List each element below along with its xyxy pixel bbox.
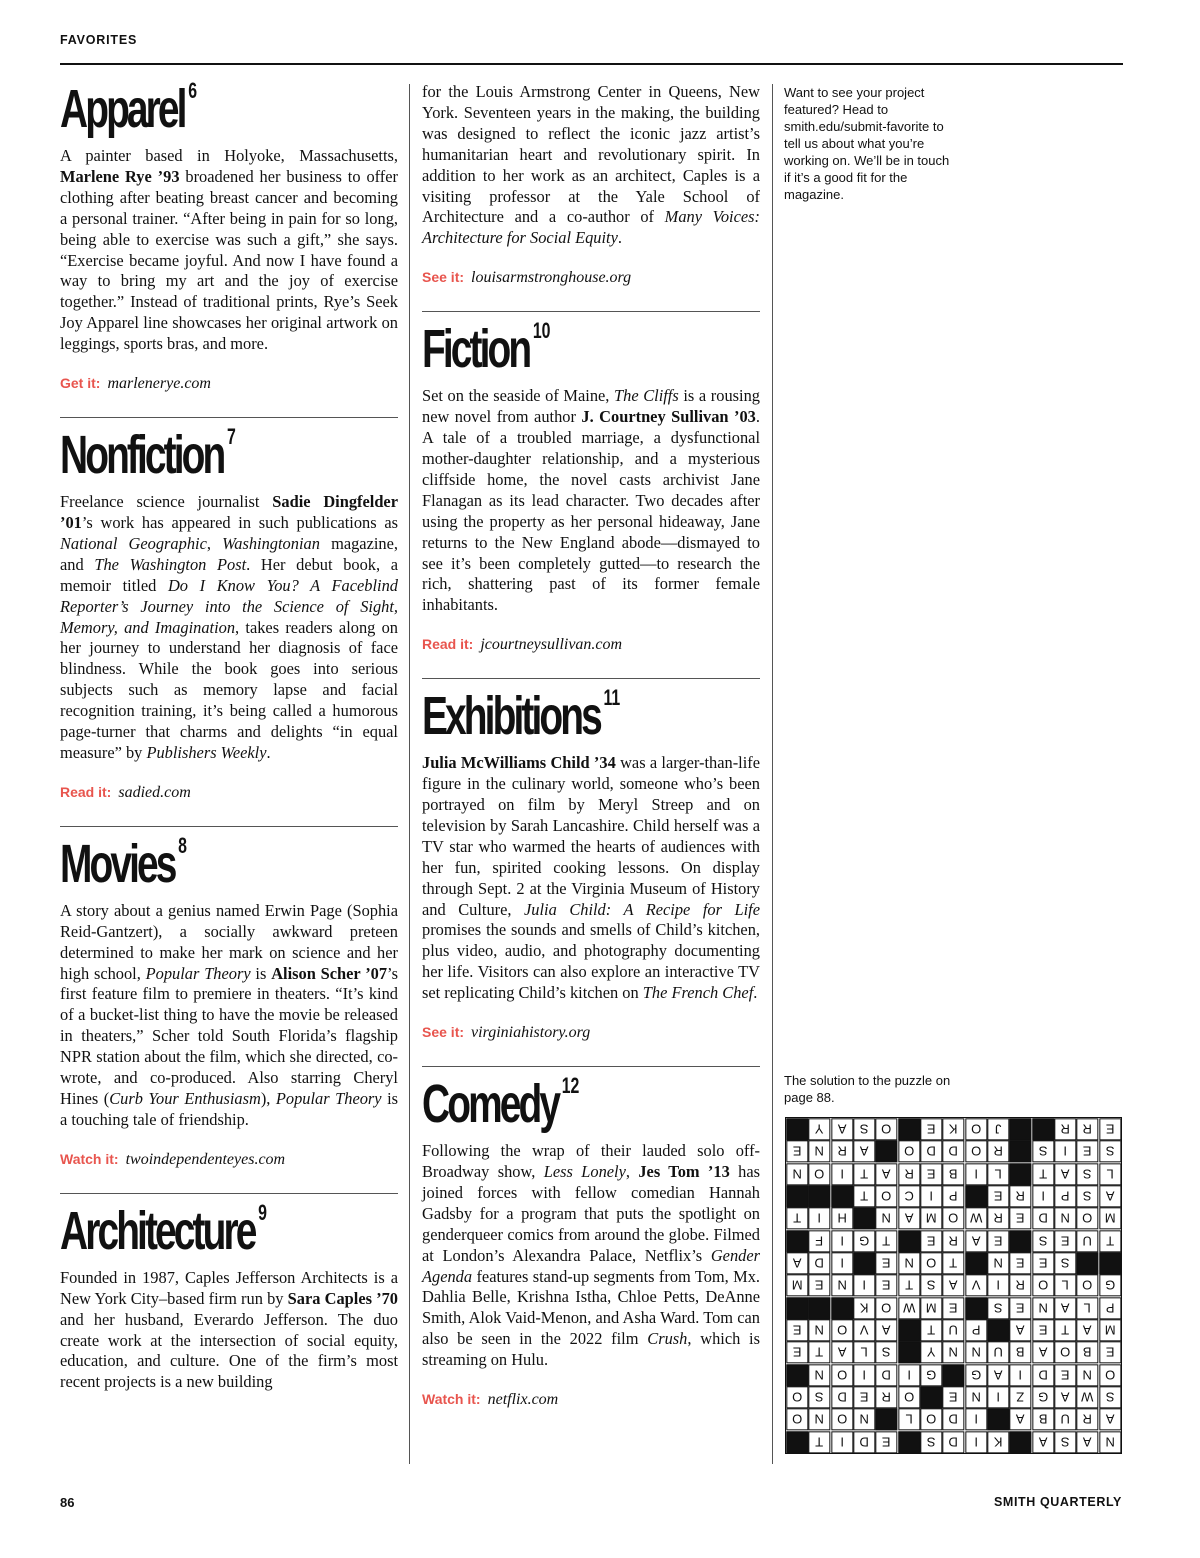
heading-fiction: Fiction $^{10}$ [422,318,551,380]
crossword-cell: N [808,1408,830,1430]
crossword-cell: B [1009,1341,1031,1363]
crossword-cell: O [1076,1274,1098,1296]
crossword-black-cell [808,1185,830,1207]
crossword-cell: R [987,1140,1009,1162]
crossword-cell: I [831,1431,853,1453]
crossword-cell: Y [808,1118,830,1140]
crossword-cell: I [853,1274,875,1296]
crossword-cell: K [853,1297,875,1319]
crossword-cell: A [1032,1341,1054,1363]
crossword-cell: O [1032,1274,1054,1296]
crossword-black-cell [987,1319,1009,1341]
crossword-cell: L [1076,1297,1098,1319]
crossword-cell: O [875,1185,897,1207]
section-rule [60,1193,398,1194]
crossword-cell: B [942,1163,964,1185]
crossword-cell: O [898,1386,920,1408]
crossword-cell: S [1032,1140,1054,1162]
crossword-cell: E [1099,1341,1121,1363]
crossword-black-cell [1032,1118,1054,1140]
crossword-cell: O [875,1118,897,1140]
crossword-cell: M [920,1207,942,1229]
crossword-cell: O [942,1207,964,1229]
crossword-cell: I [853,1364,875,1386]
crossword-cell: Y [920,1341,942,1363]
crossword-cell: E [1054,1230,1076,1252]
crossword-cell: I [831,1163,853,1185]
architecture-cta [422,269,760,287]
crossword-cell: A [1032,1431,1054,1453]
section-rule [422,311,760,312]
crossword-cell: N [965,1341,987,1363]
crossword-cell: A [898,1207,920,1229]
crossword-cell: E [920,1163,942,1185]
crossword-cell: E [920,1118,942,1140]
crossword-cell: A [1009,1319,1031,1341]
crossword-cell: L [1054,1274,1076,1296]
crossword-black-cell [786,1364,808,1386]
crossword-cell: I [1032,1185,1054,1207]
crossword-cell: I [965,1431,987,1453]
crossword-cell: S [1054,1431,1076,1453]
crossword-cell: P [942,1185,964,1207]
crossword-cell: E [1032,1319,1054,1341]
crossword-cell: T [898,1274,920,1296]
crossword-black-cell [1009,1140,1031,1162]
crossword-cell: A [1054,1386,1076,1408]
crossword-black-cell [898,1431,920,1453]
crossword-cell: A [1054,1297,1076,1319]
crossword-cell: I [920,1185,942,1207]
crossword-cell: U [1076,1230,1098,1252]
crossword-cell: E [942,1297,964,1319]
crossword-black-cell [1009,1230,1031,1252]
crossword-cell: I [965,1163,987,1185]
crossword-cell: G [1032,1386,1054,1408]
crossword-black-cell [898,1319,920,1341]
crossword-cell: A [1099,1185,1121,1207]
crossword-cell: E [786,1140,808,1162]
crossword-cell: V [853,1319,875,1341]
crossword-cell: T [1099,1230,1121,1252]
apparel-text: A painter based in Holyoke, Massachusetts, Marlene Rye ’93 broadened her business to offer clothing after beating breast cancer and becoming a personal trainer. “After being in pain for so long, being able to exercise was such a gift,” she says. “Exercise became joyful. And now I have found a way to bring my art and the joy of exercise together.” Instead of traditional prints, Rye’s Seek Joy Apparel line showcases her original artwork on leggings, sports bras, and more. [60,146,398,354]
exhibitions-cta [422,1024,760,1042]
crossword-cell: A [1054,1163,1076,1185]
crossword-cell: T [808,1431,830,1453]
crossword-cell: O [875,1297,897,1319]
crossword-black-cell [965,1297,987,1319]
crossword-cell: M [786,1274,808,1296]
cta-label: Read it: [422,636,474,653]
crossword-cell: N [942,1341,964,1363]
crossword-solution-grid [785,1117,1122,1454]
crossword-cell: T [853,1163,875,1185]
crossword-cell: N [808,1319,830,1341]
crossword-black-cell [987,1408,1009,1430]
crossword-black-cell [1009,1431,1031,1453]
section-rule [422,678,760,679]
cta-label: See it: [422,269,465,286]
crossword-cell: E [1009,1207,1031,1229]
crossword-cell: O [1099,1364,1121,1386]
submission-note: Want to see your project featured? Head to smith.edu/submit-favorite to tell us about what you’re working on. We’ll be in touch if it’s a good fit for the magazine. [784,85,950,202]
crossword-cell: A [875,1163,897,1185]
crossword-black-cell [898,1230,920,1252]
crossword-cell: O [965,1140,987,1162]
section-rule [60,826,398,827]
crossword-cell: V [965,1274,987,1296]
crossword-cell: E [875,1274,897,1296]
crossword-cell: O [808,1163,830,1185]
crossword-cell: D [831,1386,853,1408]
crossword-cell: R [1054,1118,1076,1140]
crossword-cell: E [853,1386,875,1408]
publication-name: SMITH QUARTERLY [994,1495,1122,1509]
crossword-cell: S [1099,1386,1121,1408]
crossword-black-cell [1009,1163,1031,1185]
column-2 [422,82,760,1433]
crossword-black-cell [1076,1252,1098,1274]
crossword-cell: E [920,1230,942,1252]
crossword-cell: E [786,1319,808,1341]
crossword-cell: D [875,1364,897,1386]
nonfiction-cta [60,784,398,802]
exhibitions-link[interactable]: virginiahistory.org [471,1024,591,1042]
crossword-cell: E [1032,1252,1054,1274]
crossword-cell: P [965,1319,987,1341]
crossword-cell: N [1076,1364,1098,1386]
crossword-cell: L [1099,1163,1121,1185]
column-divider-1 [409,84,410,1464]
crossword-cell: N [875,1207,897,1229]
heading-comedy: Comedy $^{12}$ [422,1073,580,1135]
crossword-cell: S [808,1386,830,1408]
movies-text: A story about a genius named Erwin Page (Sophia Reid-Gantzert), a socially awkward preteen determined to make her mark on science and her high school, Popular Theory is Alison Scher ’07’s first feature film to premiere in theaters. “It’s kind of a bucket-list thing to have the movie be released in theaters,” Scher told South Florida’s flagship NPR station about the film, which she directed, co-wrote, and co-produced. Also starring Cheryl Hines (Curb Your Enthusiasm), Popular Theory is a touching tale of friendship. [60,900,399,1129]
crossword-black-cell [1099,1252,1121,1274]
crossword-cell: L [898,1408,920,1430]
crossword-cell: T [853,1185,875,1207]
crossword-cell: T [1054,1319,1076,1341]
movies-cta [60,1151,398,1169]
crossword-black-cell [853,1207,875,1229]
comedy-text: Following the wrap of their lauded solo off-Broadway show, Less Lonely, Jes Tom ’13 has joined forces with fellow comedian Hannah Gadsby for a program that puts the spotlight on genderqueer comics from around the globe. Filmed at London’s Alexandra Palace, Netflix’s Gender Agenda features stand-up segments from Tom, Mx. Dahlia Belle, Krishna Istha, Chloe Petts, DeAnne Smith, Alok Vaid-Menon, and Asha Ward. Tom can also be seen in the 2022 film Crush, which is streaming on Hulu. [422,1141,761,1370]
crossword-cell: E [1009,1297,1031,1319]
crossword-black-cell [1009,1118,1031,1140]
crossword-black-cell [786,1297,808,1319]
crossword-cell: E [808,1274,830,1296]
crossword-cell: D [920,1140,942,1162]
crossword-cell: S [1076,1185,1098,1207]
crossword-cell: R [1076,1408,1098,1430]
crossword-cell: H [831,1207,853,1229]
crossword-cell: K [987,1431,1009,1453]
crossword-cell: E [786,1341,808,1363]
crossword-cell: D [1032,1364,1054,1386]
crossword-cell: P [1054,1185,1076,1207]
crossword-cell: T [875,1230,897,1252]
crossword-cell: D [853,1431,875,1453]
top-rule [60,63,1123,65]
crossword-cell: I [987,1274,1009,1296]
crossword-cell: E [987,1230,1009,1252]
crossword-cell: D [942,1140,964,1162]
crossword-cell: A [831,1118,853,1140]
crossword-cell: E [875,1252,897,1274]
crossword-cell: A [853,1140,875,1162]
crossword-cell: A [875,1319,897,1341]
crossword-cell: N [853,1408,875,1430]
movies-link[interactable]: twoindependenteyes.com [125,1150,286,1168]
crossword-cell: W [1076,1386,1098,1408]
exhibitions-text: Julia McWilliams Child ’34 was a larger-than-life figure in the culinary world, someone who’s been portrayed on film by Meryl Streep and on television by Sarah Lancashire. Child herself was a TV star who warmed the hearts of audiences with her fun, spirited cooking lessons. On display through Sept. 2 at the Virginia Museum of History and Culture, Julia Child: A Recipe for Life promises the sounds and smells of Child’s kitchen, plus video, audio, and photography documenting her life. Visitors can also explore an interactive TV set replicating Child’s kitchen on The French Chef. [422,753,760,1003]
crossword-cell: I [831,1230,853,1252]
crossword-cell: I [1009,1364,1031,1386]
crossword-cell: N [1032,1297,1054,1319]
crossword-cell: S [1076,1163,1098,1185]
crossword-cell: M [1099,1207,1121,1229]
crossword-cell: R [831,1140,853,1162]
crossword-cell: A [1009,1408,1031,1430]
crossword-cell: R [942,1230,964,1252]
crossword-black-cell [942,1364,964,1386]
crossword-cell: M [1099,1319,1121,1341]
crossword-cell: N [898,1252,920,1274]
crossword-black-cell [786,1230,808,1252]
crossword-cell: R [898,1163,920,1185]
crossword-cell: S [1032,1230,1054,1252]
fiction-link[interactable]: jcourtneysullivan.com [480,636,623,654]
nonfiction-text: Freelance science journalist Sadie Dingfelder ’01’s work has appeared in such publications as National Geographic, Washingtonian magazine, and The Washington Post. Her debut book, a memoir titled Do I Know You? A Faceblind Reporter’s Journey into the Science of Sight, Memory, and Imagination, takes readers along on her journey to understand her diagnosis of face blindness. While the book goes into serious subjects such as memory lapse and facial recognition training, it’s being called a humorous page-turner that charms and delights “in equal measure” by Publishers Weekly. [60,492,399,762]
crossword-black-cell [831,1185,853,1207]
column-1 [60,72,398,1393]
crossword-cell: O [786,1408,808,1430]
column-divider-2 [772,84,773,1464]
crossword-cell: T [942,1252,964,1274]
crossword-cell: G [965,1364,987,1386]
heading-nonfiction: Nonfiction $^7$ [60,424,236,486]
crossword-cell: G [853,1230,875,1252]
crossword-cell: E [1009,1252,1031,1274]
section-label: FAVORITES [60,33,138,47]
crossword-cell: U [1054,1408,1076,1430]
crossword-cell: A [1099,1408,1121,1430]
crossword-black-cell [786,1431,808,1453]
crossword-cell: W [898,1297,920,1319]
crossword-cell: N [987,1252,1009,1274]
crossword-cell: P [1099,1297,1121,1319]
page-number: 86 [60,1495,75,1510]
crossword-cell: E [1054,1364,1076,1386]
crossword-cell: R [1009,1185,1031,1207]
crossword-cell: R [875,1386,897,1408]
crossword-cell: B [1076,1341,1098,1363]
crossword-cell: J [987,1118,1009,1140]
crossword-black-cell [898,1118,920,1140]
fiction-cta [422,636,760,654]
crossword-cell: E [1099,1118,1121,1140]
crossword-cell: S [987,1297,1009,1319]
crossword-cell: O [1054,1341,1076,1363]
crossword-cell: W [965,1207,987,1229]
crossword-cell: I [831,1252,853,1274]
crossword-cell: T [920,1319,942,1341]
crossword-cell: A [1076,1319,1098,1341]
crossword-cell: N [808,1140,830,1162]
crossword-black-cell [920,1386,942,1408]
crossword-cell: O [920,1252,942,1274]
crossword-cell: N [965,1386,987,1408]
cta-label: Read it: [60,783,112,800]
crossword-cell: I [898,1364,920,1386]
crossword-cell: F [808,1230,830,1252]
apparel-link[interactable]: marlenerye.com [107,375,211,393]
crossword-cell: D [808,1252,830,1274]
crossword-cell: L [987,1163,1009,1185]
crossword-cell: S [1054,1252,1076,1274]
crossword-cell: D [942,1408,964,1430]
cta-label: Watch it: [422,1391,481,1408]
apparel-cta [60,375,398,393]
crossword-cell: O [786,1386,808,1408]
crossword-black-cell [786,1185,808,1207]
crossword-cell: O [1076,1207,1098,1229]
crossword-cell: T [786,1207,808,1229]
crossword-cell: E [987,1185,1009,1207]
crossword-black-cell [786,1118,808,1140]
crossword-cell: R [1009,1274,1031,1296]
cta-label: See it: [422,1024,465,1041]
crossword-black-cell [965,1185,987,1207]
crossword-cell: L [853,1341,875,1363]
crossword-cell: R [987,1207,1009,1229]
section-rule [60,417,398,418]
crossword-cell: E [1076,1140,1098,1162]
section-rule [422,1066,760,1067]
crossword-black-cell [808,1297,830,1319]
crossword-cell: A [786,1252,808,1274]
crossword-cell: N [831,1274,853,1296]
crossword-cell: M [920,1297,942,1319]
crossword-cell: I [808,1207,830,1229]
crossword-black-cell [875,1408,897,1430]
comedy-link[interactable]: netflix.com [487,1391,559,1409]
crossword-cell: I [965,1408,987,1430]
crossword-cell: S [853,1118,875,1140]
fiction-text: Set on the seaside of Maine, The Cliffs is a rousing new novel from author J. Courtney Sullivan ’03. A tale of a troubled marriage, a dysfunctional mother-daughter relationship, and a mysterious cliffside home, the novel casts archivist Jane Flanagan as its lead character. Two decades after using the property as her personal hideaway, Jane returns to the New England abode—dismayed to see it’s been completely gutted—to research the rich, shattering past of its former female inhabitants. [422,386,760,615]
architecture-link[interactable]: louisarmstronghouse.org [471,269,632,287]
comedy-cta [422,1391,760,1409]
crossword-cell: N [786,1163,808,1185]
crossword-cell: A [987,1364,1009,1386]
crossword-cell: E [875,1431,897,1453]
crossword-cell: G [920,1364,942,1386]
crossword-cell: E [942,1386,964,1408]
architecture-text: Founded in 1987, Caples Jefferson Architects is a New York City–based firm run by Sara Caples ’70 and her husband, Everardo Jefferson. The duo create work at the intersection of social equity, education, and culture. One of the firm’s most recent projects is a new building [60,1267,398,1392]
crossword-black-cell [898,1341,920,1363]
crossword-cell: U [987,1341,1009,1363]
nonfiction-link[interactable]: sadied.com [118,783,191,801]
crossword-cell: D [942,1431,964,1453]
crossword-cell: O [831,1364,853,1386]
crossword-cell: U [942,1319,964,1341]
crossword-cell: A [965,1230,987,1252]
crossword-cell: A [831,1341,853,1363]
crossword-cell: O [965,1118,987,1140]
crossword-cell: T [808,1341,830,1363]
crossword-cell: S [1099,1140,1121,1162]
crossword-black-cell [831,1297,853,1319]
crossword-cell: G [1099,1274,1121,1296]
architecture-text-continued: for the Louis Armstrong Center in Queens, New York. Seventeen years in the making, the building was designed to reflect the iconic jazz artist’s humanitarian heart and revolutionary spirit. In addition to her work as an architect, Caples is a visiting professor at the Yale School of Architecture and a co-author of Many Voices: Architecture for Social Equity. [422,82,760,248]
cta-label: Watch it: [60,1150,119,1167]
crossword-cell: T [1032,1163,1054,1185]
crossword-cell: K [942,1118,964,1140]
crossword-cell: S [920,1274,942,1296]
heading-movies: Movies $^8$ [60,832,187,894]
crossword-cell: O [831,1319,853,1341]
crossword-cell: O [898,1140,920,1162]
crossword-cell: A [942,1274,964,1296]
crossword-cell: I [987,1386,1009,1408]
crossword-cell: I [1054,1140,1076,1162]
crossword-cell: C [898,1185,920,1207]
puzzle-caption: The solution to the puzzle on page 88. [784,1073,951,1105]
crossword-cell: N [1054,1207,1076,1229]
crossword-cell: A [1076,1431,1098,1453]
crossword-cell: O [920,1408,942,1430]
crossword-black-cell [965,1252,987,1274]
crossword-cell: O [831,1408,853,1430]
crossword-black-cell [875,1140,897,1162]
crossword-cell: S [875,1341,897,1363]
crossword-cell: R [1076,1118,1098,1140]
heading-architecture: Architecture $^9$ [60,1199,267,1261]
crossword-cell: Z [1009,1386,1031,1408]
heading-exhibitions: Exhibitions $^{11}$ [422,685,621,747]
cta-label: Get it: [60,375,101,392]
crossword-black-cell [853,1252,875,1274]
crossword-cell: S [920,1431,942,1453]
crossword-cell: B [1032,1408,1054,1430]
crossword-cell: D [1032,1207,1054,1229]
heading-apparel: Apparel $^6$ [60,78,198,139]
crossword-cell: N [808,1364,830,1386]
crossword-cell: N [1099,1431,1121,1453]
